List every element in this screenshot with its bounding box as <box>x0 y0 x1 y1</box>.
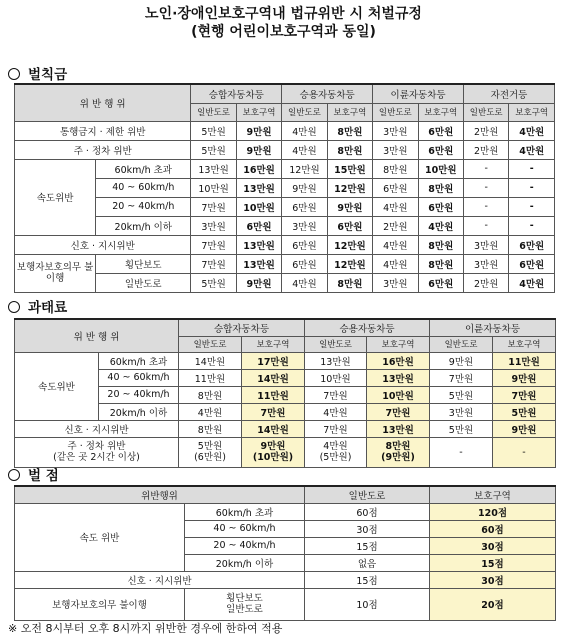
table-row: 속도위반 60km/h 초과 14만원 17만원 13만원 16만원 9만원 11만원 <box>15 352 556 369</box>
table-row: 40 ~ 60km/h 10만원 13만원 9만원 12만원 6만원 8만원 - - <box>15 178 555 197</box>
header-van: 승합자동차등 <box>179 319 305 336</box>
page-title: 노인·장애인보호구역내 법규위반 시 처벌규정 <box>145 6 422 22</box>
table-row: 속도 위반 60km/h 초과 60점 120점 <box>15 503 556 520</box>
table-row: 주 · 정차 위반 5만원 9만원 4만원 8만원 3만원 6만원 2만원 4만원 <box>15 140 555 159</box>
section-penalties: 과태료 <box>8 296 67 316</box>
header-normal: 일반도로 <box>430 336 493 352</box>
parking-label: 주 · 정차 위반 (같은 곳 2시간 이상) <box>15 437 179 467</box>
header-moto: 이륜자동차등 <box>373 84 464 103</box>
speed-label: 속도 위반 <box>15 503 185 571</box>
fines-table <box>14 83 555 293</box>
header-zone: 보호구역 <box>418 103 463 121</box>
header-zone: 보호구역 <box>327 103 372 121</box>
header-zone: 보호구역 <box>236 103 281 121</box>
table-row: 40 ~ 60km/h 11만원 14만원 10만원 13만원 7만원 9만원 <box>15 369 556 386</box>
footnote: ※ 오전 8시부터 오후 8시까지 위반한 경우에 한하여 적용 <box>8 622 283 635</box>
table-row: 주 · 정차 위반 (같은 곳 2시간 이상) 5만원 (6만원) 9만원 (10만원) 4만원 (5만원) 8만원 (9만원) - - <box>15 437 556 467</box>
table-row: 20 ~ 40km/h 15점 30점 <box>15 537 556 554</box>
table-row: 20km/h 이하 4만원 7만원 4만원 7만원 3만원 5만원 <box>15 403 556 420</box>
table-row: 신호 · 지시위반 15점 30점 <box>15 571 556 588</box>
header-normal: 일반도로 <box>305 486 430 503</box>
header-normal: 일반도로 <box>305 336 367 352</box>
table-row: 신호 · 지시위반 7만원 13만원 6만원 12만원 4만원 8만원 3만원 6만원 <box>15 235 555 254</box>
page-subtitle: (현행 어린이보호구역과 동일) <box>191 24 376 40</box>
table-row: 20 ~ 40km/h 7만원 10만원 6만원 9만원 4만원 6만원 - - <box>15 197 555 216</box>
table-row: 40 ~ 60km/h 30점 60점 <box>15 520 556 537</box>
section-points: 벌 점 <box>8 464 59 484</box>
header-normal: 일반도로 <box>464 103 509 121</box>
ped-label: 보행자보호의무 불이행 <box>15 254 96 292</box>
header-moto: 이륜자동차등 <box>430 319 556 336</box>
header-car: 승용자동차등 <box>305 319 430 336</box>
header-act: 위반행위 <box>15 486 305 503</box>
table-row: 통행금지 · 제한 위반 5만원 9만원 4만원 8만원 3만원 6만원 2만원 4만원 <box>15 121 555 140</box>
circle-bullet-icon <box>8 469 20 481</box>
speed-label: 속도위반 <box>15 352 99 420</box>
header-normal: 일반도로 <box>179 336 242 352</box>
table-row: 속도위반 60km/h 초과 13만원 16만원 12만원 15만원 8만원 10만원 - - <box>15 159 555 178</box>
header-normal: 일반도로 <box>191 103 236 121</box>
header-zone: 보호구역 <box>367 336 430 352</box>
table-row: 20 ~ 40km/h 8만원 11만원 7만원 10만원 5만원 7만원 <box>15 386 556 403</box>
header-normal: 일반도로 <box>282 103 327 121</box>
header-act: 위 반 행 위 <box>15 319 179 352</box>
header-zone: 보호구역 <box>493 336 556 352</box>
table-row: 20km/h 이하 없음 15점 <box>15 554 556 571</box>
table-row: 일반도로 5만원 9만원 4만원 8만원 3만원 6만원 2만원 4만원 <box>15 273 555 292</box>
speed-label: 속도위반 <box>15 159 96 235</box>
points-table <box>14 485 556 621</box>
header-zone: 보호구역 <box>509 103 555 121</box>
table-row: 신호 · 지시위반 8만원 14만원 7만원 13만원 5만원 9만원 <box>15 420 556 437</box>
ped-label: 보행자보호의무 불이행 <box>15 588 185 620</box>
penalty-table <box>14 318 556 468</box>
circle-bullet-icon <box>8 68 20 80</box>
table-row: 보행자보호의무 불이행 횡단보도 일반도로 10점 20점 <box>15 588 556 620</box>
header-zone: 보호구역 <box>242 336 305 352</box>
header-bike: 자전거등 <box>464 84 555 103</box>
header-normal: 일반도로 <box>373 103 418 121</box>
table-row: 보행자보호의무 불이행 횡단보도 7만원 13만원 6만원 12만원 4만원 8만원 3만원 6만원 <box>15 254 555 273</box>
table-row: 20km/h 이하 3만원 6만원 3만원 6만원 2만원 4만원 - - <box>15 216 555 235</box>
header-car: 승용자동차등 <box>282 84 373 103</box>
section-fines: 벌칙금 <box>8 63 67 83</box>
circle-bullet-icon <box>8 301 20 313</box>
header-zone: 보호구역 <box>430 486 556 503</box>
header-act: 위 반 행 위 <box>15 84 191 121</box>
header-van: 승합자동차등 <box>191 84 282 103</box>
